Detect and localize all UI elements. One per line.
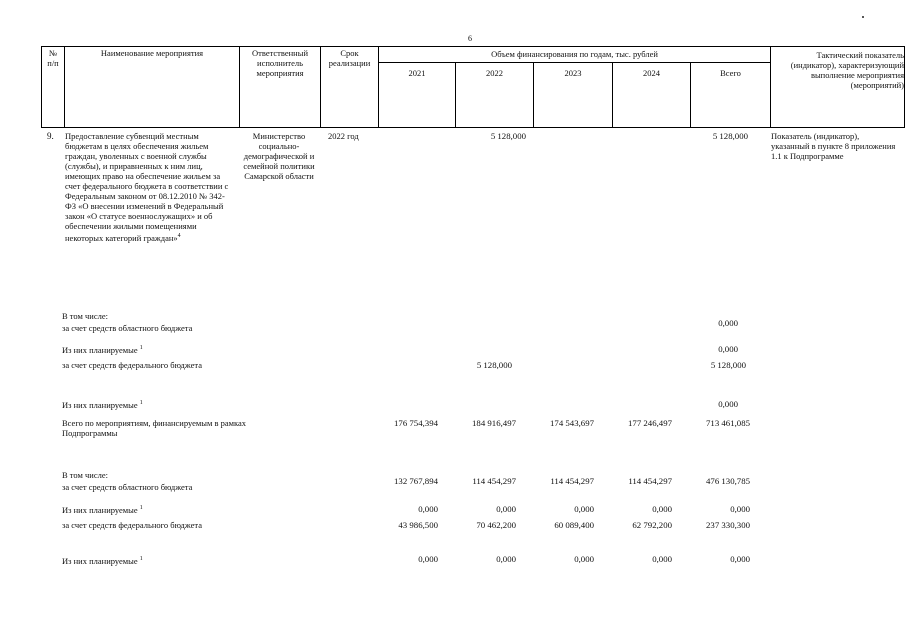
federal-2024: 62 792,200 xyxy=(632,520,672,530)
planned-b-total: 0,000 xyxy=(730,554,750,564)
federal-2022: 70 462,200 xyxy=(476,520,516,530)
item-2022: 5 128,000 xyxy=(490,131,526,141)
planned-a-2024: 0,000 xyxy=(652,504,672,514)
scan-speck xyxy=(862,16,864,18)
header-year-2024: 2024 xyxy=(643,68,660,78)
federal-label-1: за счет средств федерального бюджета xyxy=(62,360,203,370)
item-name: Предоставление субвенций местным бюджетам в целях обеспечения жильем граждан, уволенных с военной службы (службы), и приравненных к ним лиц, имеющих право на обеспечение жильем за счет федерального бюджета в соответствии с Федеральным законом от 08.12.2010 № 342-ФЗ «О внесении изменений в Федеральный закон «О статусе военнослужащих» и об обеспечении жилыми помещениями некоторых категорий граждан»$^4$ xyxy=(65,131,229,243)
header-year-2023: 2023 xyxy=(564,68,582,78)
regional-label-2: за счет средств областного бюджета xyxy=(62,482,193,492)
footnote-ref: 4 xyxy=(177,233,181,239)
item-regional-total: 0,000 xyxy=(718,318,738,328)
item-indicator: Показатель (индикатор), указанный в пункте 8 приложения 1.1 к Подпрограмме xyxy=(771,131,896,161)
item-planned2-total: 0,000 xyxy=(718,399,738,409)
planned-b-2022: 0,000 xyxy=(496,554,516,564)
header-indicator: Тактический показатель (индикатор), характеризующий выполнение мероприятия (мероприятий) xyxy=(790,50,904,90)
federal-total: 237 330,300 xyxy=(706,520,750,530)
page-number: 6 xyxy=(468,34,472,43)
federal-2021: 43 986,500 xyxy=(398,520,438,530)
item-total: 5 128,000 xyxy=(712,131,748,141)
grand-2022: 184 916,497 xyxy=(472,418,516,428)
header-name: Наименование мероприятия xyxy=(100,48,204,58)
incl-label-2: В том числе: xyxy=(62,470,108,480)
header-total: Всего xyxy=(720,68,741,78)
grand-2021: 176 754,394 xyxy=(394,418,438,428)
regional-2024: 114 454,297 xyxy=(628,476,672,486)
item-federal-2022: 5 128,000 xyxy=(476,360,512,370)
item-responsible: Министерство социально-демографической и семейной политики Самарской области xyxy=(243,131,315,181)
regional-2022: 114 454,297 xyxy=(472,476,516,486)
planned-a-2023: 0,000 xyxy=(574,504,594,514)
planned-label-3: Из них планируемые $^1$ xyxy=(62,504,143,515)
regional-label-1: за счет средств областного бюджета xyxy=(62,323,193,333)
regional-2023: 114 454,297 xyxy=(550,476,594,486)
item-number: 9. xyxy=(47,131,54,141)
planned-b-2021: 0,000 xyxy=(418,554,438,564)
planned-label-2: Из них планируемые $^1$ xyxy=(62,399,143,410)
item-planned1-total: 0,000 xyxy=(718,344,738,354)
header-funding: Объем финансирования по годам, тыс. рублей xyxy=(491,49,658,59)
incl-label-1: В том числе: xyxy=(62,311,108,321)
planned-a-2021: 0,000 xyxy=(418,504,438,514)
header-responsible: Ответственный исполнитель мероприятия xyxy=(252,48,308,78)
header-num: № п/п xyxy=(47,48,59,68)
planned-label-1: Из них планируемые $^1$ xyxy=(62,344,143,355)
header-table xyxy=(41,46,905,128)
planned-a-total: 0,000 xyxy=(730,504,750,514)
federal-label-2: за счет средств федерального бюджета xyxy=(62,520,203,530)
planned-a-2022: 0,000 xyxy=(496,504,516,514)
grand-2024: 177 246,497 xyxy=(628,418,672,428)
grand-total: 713 461,085 xyxy=(706,418,750,428)
grand-total-label: Всего по мероприятиям, финансируемым в рамках Подпрограммы xyxy=(62,418,247,438)
header-term: Срок реализации xyxy=(328,48,371,68)
grand-2023: 174 543,697 xyxy=(550,418,594,428)
planned-b-2024: 0,000 xyxy=(652,554,672,564)
planned-label-4: Из них планируемые $^1$ xyxy=(62,555,143,566)
item-federal-total: 5 128,000 xyxy=(710,360,746,370)
planned-b-2023: 0,000 xyxy=(574,554,594,564)
federal-2023: 60 089,400 xyxy=(554,520,594,530)
regional-total: 476 130,785 xyxy=(706,476,750,486)
item-term: 2022 год xyxy=(328,131,359,141)
regional-2021: 132 767,894 xyxy=(394,476,438,486)
header-year-2021: 2021 xyxy=(408,68,426,78)
header-year-2022: 2022 xyxy=(486,68,503,78)
